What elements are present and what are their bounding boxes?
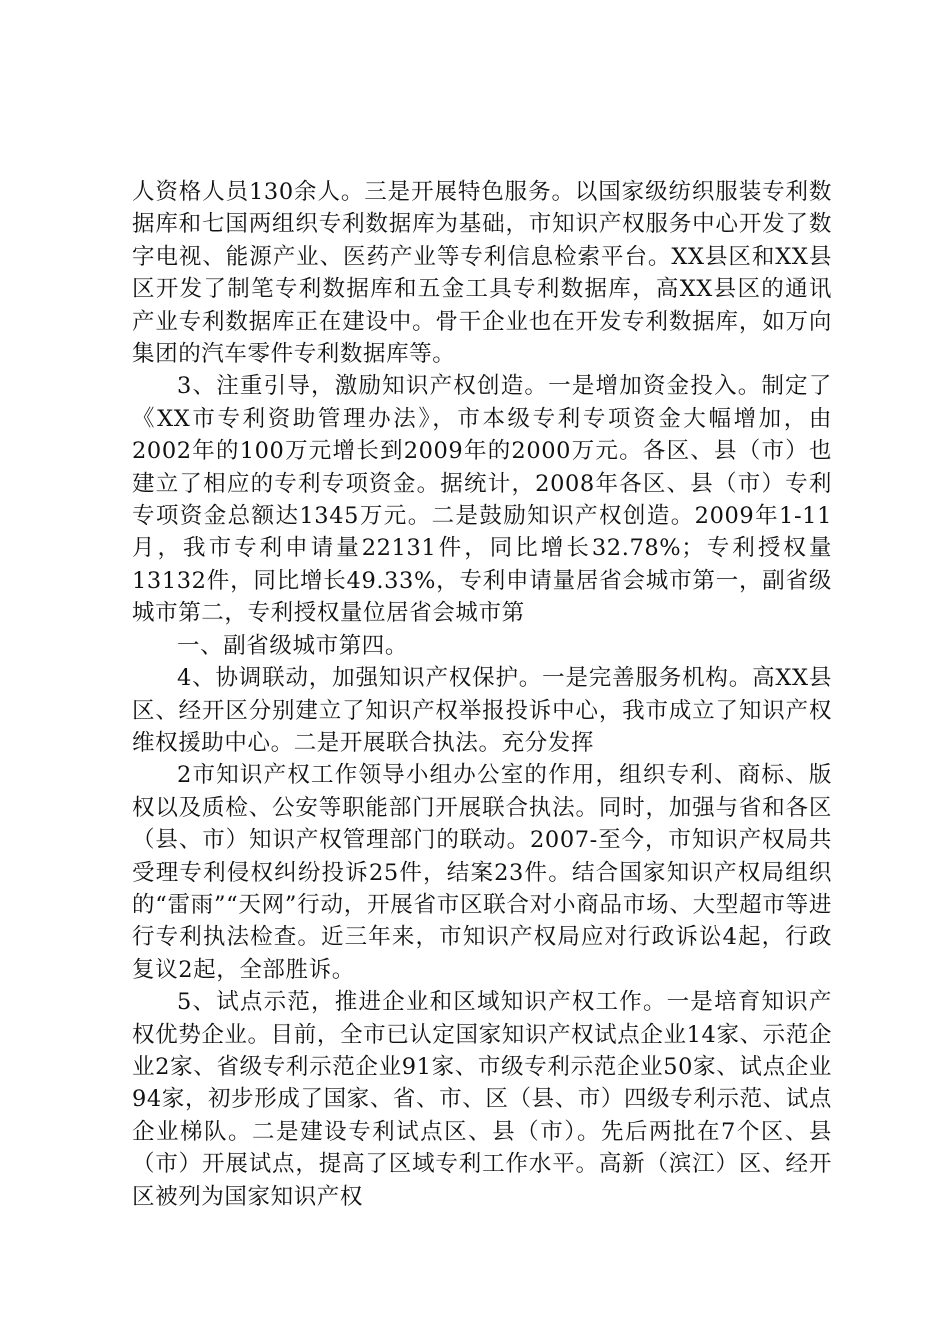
paragraph-1: 人资格人员130余人。三是开展特色服务。以国家级纺织服装专利数据库和七国两组织专利数据库为基础，市知识产权服务中心开发了数字电视、能源产业、医药产业等专利信息检索平台。XX县区和XX县区开发了制笔专利数据库和五金工具专利数据库，高XX县区的通讯产业专利数据库正在建设中。骨干企业也在开发专利数据库，如万向集团的汽车零件专利数据库等。: [132, 179, 832, 368]
paragraph-6: 5、试点示范，推进企业和区域知识产权工作。一是培育知识产权优势企业。目前，全市已认定国家知识产权试点企业14家、示范企业2家、省级专利示范企业91家、市级专利示范企业50家、试点企业94家，初步形成了国家、省、市、区（县、市）四级专利示范、试点企业梯队。二是建设专利试点区、县（市）。先后两批在7个区、县（市）开展试点，提高了区域专利工作水平。高新（滨江）区、经开区被列为国家知识产权: [132, 989, 832, 1210]
document-body: [132, 176, 832, 1213]
paragraph-4: 4、协调联动，加强知识产权保护。一是完善服务机构。高XX县区、经开区分别建立了知识产权举报投诉中心，我市成立了知识产权维权援助中心。二是开展联合执法。充分发挥: [132, 665, 832, 756]
paragraph-3: 一、副省级城市第四。: [177, 632, 409, 659]
paragraph-2: 3、注重引导，激励知识产权创造。一是增加资金投入。制定了《XX市专利资助管理办法》，市本级专利专项资金大幅增加，由2002年的100万元增长到2009年的2000万元。各区、县（市）也建立了相应的专利专项资金。据统计，2008年各区、县（市）专利专项资金总额达1345万元。二是鼓励知识产权创造。2009年1-11月，我市专利申请量22131件，同比增长32.78%；专利授权量13132件，同比增长49.33%，专利申请量居省会城市第一，副省级城市第二，专利授权量位居省会城市第: [132, 373, 832, 627]
paragraph-5: 2市知识产权工作领导小组办公室的作用，组织专利、商标、版权以及质检、公安等职能部门开展联合执法。同时，加强与省和各区（县、市）知识产权管理部门的联动。2007-至今，市知识产权局共受理专利侵权纠纷投诉25件，结案23件。结合国家知识产权局组织的“雷雨”“天网”行动，开展省市区联合对小商品市场、大型超市等进行专利执法检查。近三年来，市知识产权局应对行政诉讼4起，行政复议2起，全部胜诉。: [132, 762, 832, 983]
